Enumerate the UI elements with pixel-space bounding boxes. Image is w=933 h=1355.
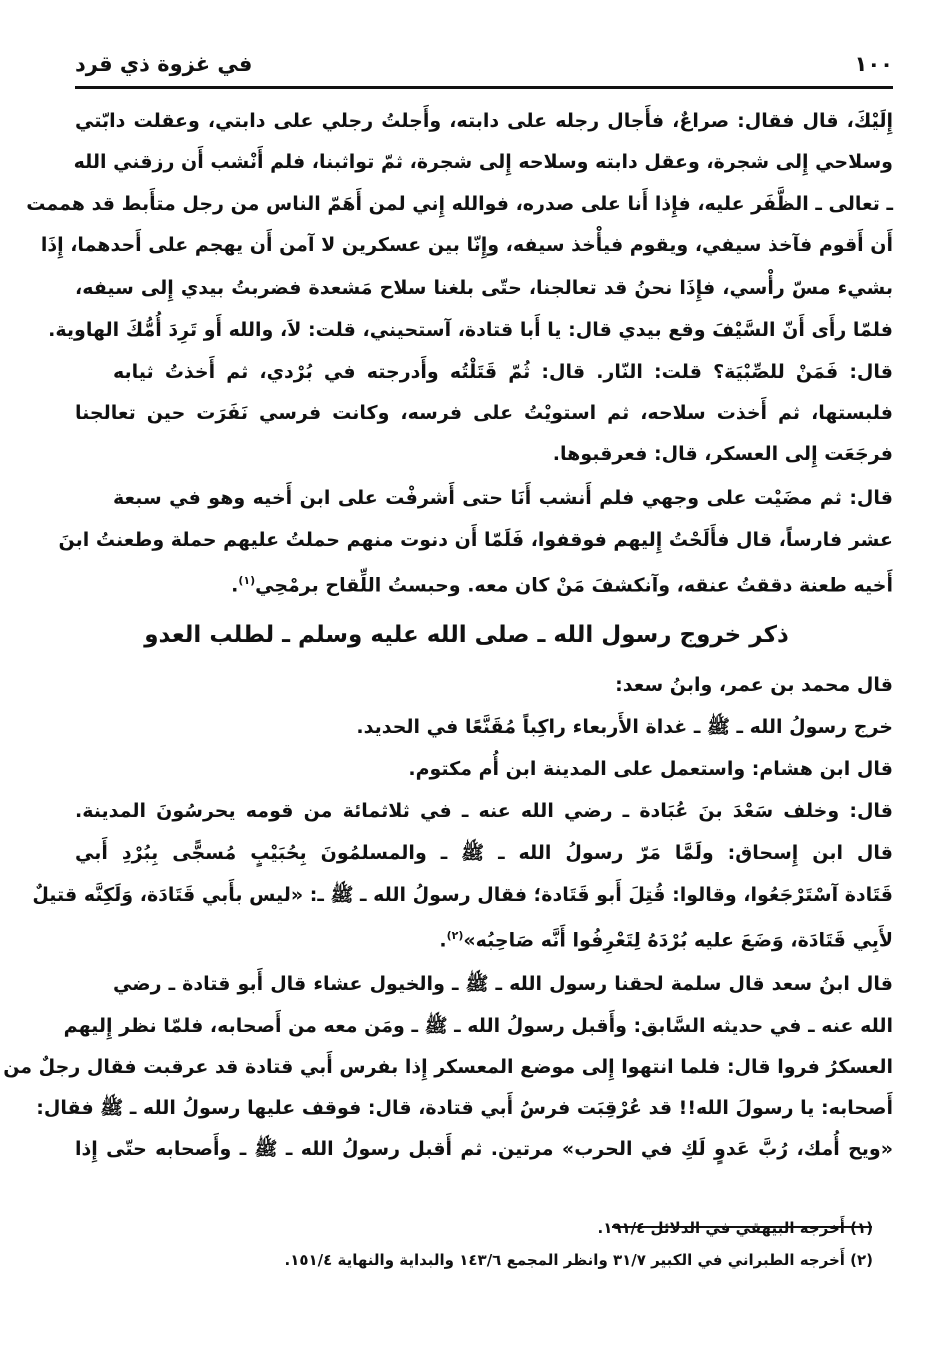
text-line: فرجَعَت إِلى العسكر، قال: فعرقبوها. [552, 443, 893, 465]
text-line: أَصحابه: يا رسولَ الله!! قد عُرْقِبَت فرسُ أَبي قتادة، قال: فوقف عليها رسولُ الله ـ ﷺ فقال: [36, 1097, 893, 1119]
section-heading: ذكر خروج رسول الله ـ صلى الله عليه وسلم ـ لطلب العدو [144, 622, 789, 648]
text-line: «ويح أُمك، رُبَّ عَدوٍ لَكِ في الحرب» مرتين. ثم أَقبل رسولُ الله ـ ﷺ ـ وأَصحابه حتّى إِذا [75, 1138, 893, 1160]
text-line: الله عنه ـ في حديثه السَّابق: وأَقبل رسولُ الله ـ ﷺ ـ ومَن معه من أَصحابه، فلمّا نظر إِليهم [63, 1015, 893, 1037]
text-line: قال ابن إِسحاق: ولَمَّا مَرّ رسولُ الله ـ ﷺ ـ والمسلمُونَ بِحُبَيْبٍ مُسجًّى بِبُرْدِ أَبي [75, 842, 893, 864]
header-rule [75, 86, 893, 89]
text-line: ـ تعالى ـ الظَّفَر عليه، فإِذا أَنا على صدره، فوالله إِني لمن أَهَمّ الناس من رجل متأَبط قد هممت [26, 193, 893, 215]
text-line: إِلَيْكَ، قال فقال: صراعٌ، فأَجال رجله على دابته، وأَجلتُ رجلي على دابتي، وعقلت دابّتي [75, 110, 893, 132]
text-line: أَخيه طعنة دققتُ عنقه، وآنكشفَ مَنْ كان معه. وحبستُ اللِّقاح برمْحِي$^{(١)}$. [231, 574, 893, 597]
footnote-1: (١) أَخرجه البيهقي في الدلائل ١٩١/٤. [597, 1219, 873, 1237]
text: لأَبِي قَتَادَة، وَضَعَ عليه بُرْدَهُ لِتَعْرِفُوا أَنَّه صَاحِبُه» [463, 929, 893, 952]
text-line: العسكرُ فروا قال: فلما انتهوا إِلى موضع المعسكر إِذا بفرس أَبي قتادة قد عرقبت فقال رجلٌ من [3, 1056, 893, 1078]
text-line: قال ابنُ سعد قال سلمة لحقنا رسول الله ـ ﷺ ـ والخيول عشاء قال أَبو قتادة ـ رضي [113, 973, 893, 995]
text: أَخيه طعنة دققتُ عنقه، وآنكشفَ مَنْ كان معه. وحبستُ اللِّقاح برمْحِي [255, 574, 893, 597]
footnote-ref: (٢) [446, 929, 464, 942]
running-title: في غزوة ذي قرد [75, 52, 253, 76]
text-line: قال ابن هشام: واستعمل على المدينة ابن أُم مكتوم. [408, 758, 893, 780]
footnote-2: (٢) أَخرجه الطبراني في الكبير ٣١/٧ وانظر المجمع ١٤٣/٦ والبداية والنهاية ١٥١/٤. [284, 1251, 873, 1269]
text-line: قال: ثم مضَيْت على وجهي فلم أَنشب أَنَا حتى أَشرفْت على ابن أَخيه وهو في سبعة [113, 487, 893, 509]
text-line: عشر فارساً، قال فأَلَحْتُ إِليهم فوقفوا، فَلَمّا أَن دنوت منهم حملتُ عليهم حملة وطعنتُ ابنَ [58, 529, 893, 551]
text-line: فلمّا رأَى أَنّ السَّيْفَ وقع بيدي قال: يا أَبا قتادة، آستحيني، قلت: لاَ، والله أَو تَرِدَ أُمُّكَ الهاوية. [48, 319, 893, 341]
text-line: قال: وخلف سَعْدَ بنَ عُبَادة ـ رضي الله عنه ـ في ثلاثمائة من قومه يحرسُونَ المدينة. [75, 800, 893, 822]
text-line: فلبستها، ثم أَخذت سلاحه، ثم استويْتُ على فرسه، وكانت فرسي نَفَرَت حين تعالجنا [75, 402, 893, 424]
text-line: قال: فَمَنْ للصِّبْيَة؟ قلت: النّار. قال: ثُمّ قَتَلْتُه وأَدرجته في بُرْدي، ثم أَخذتُ ثيابه [113, 361, 893, 383]
text-line: وسلاحي إِلى شجرة، وعقل دابته وسلاحه إِلى شجرة، ثمّ تواثبنا، فلم أَنْشب أَن رزقني الله [73, 151, 893, 173]
text-line: أَن أَقوم فآخذ سيفي، ويقوم فيأْخذ سيفه، وإِنّا بين عسكرين لا آمن أَن يهجم على أَحدهما، إِذَا [40, 234, 893, 256]
text-line: خرج رسولُ الله ـ ﷺ ـ غداة الأَربعاء راكِباً مُقَنَّعًا في الحديد. [356, 716, 893, 738]
text-line: قَتَادة آسْتَرْجَعُوا، وقالوا: قُتِلَ أَبو قَتَادة؛ فقال رسولُ الله ـ ﷺ ـ: «ليس بأَبي قَتَادَة، وَلَكِنَّه قتيلٌ [32, 884, 893, 906]
page-number: ١٠٠ [854, 52, 893, 76]
footnote-ref: (١) [238, 574, 256, 587]
text-line: بشيء مسّ رأْسي، فإِذَا نحنُ قد تعالجنا، حتّى بلغنا سلاح مَشعدة فضربتُ بيدي إِلى سيفه، [75, 277, 893, 299]
text-line: لأَبِي قَتَادَة، وَضَعَ عليه بُرْدَهُ لِتَعْرِفُوا أَنَّه صَاحِبُه»$^{(٢)}$. [439, 929, 893, 952]
text-line: قال محمد بن عمر، وابنُ سعد: [615, 674, 893, 696]
